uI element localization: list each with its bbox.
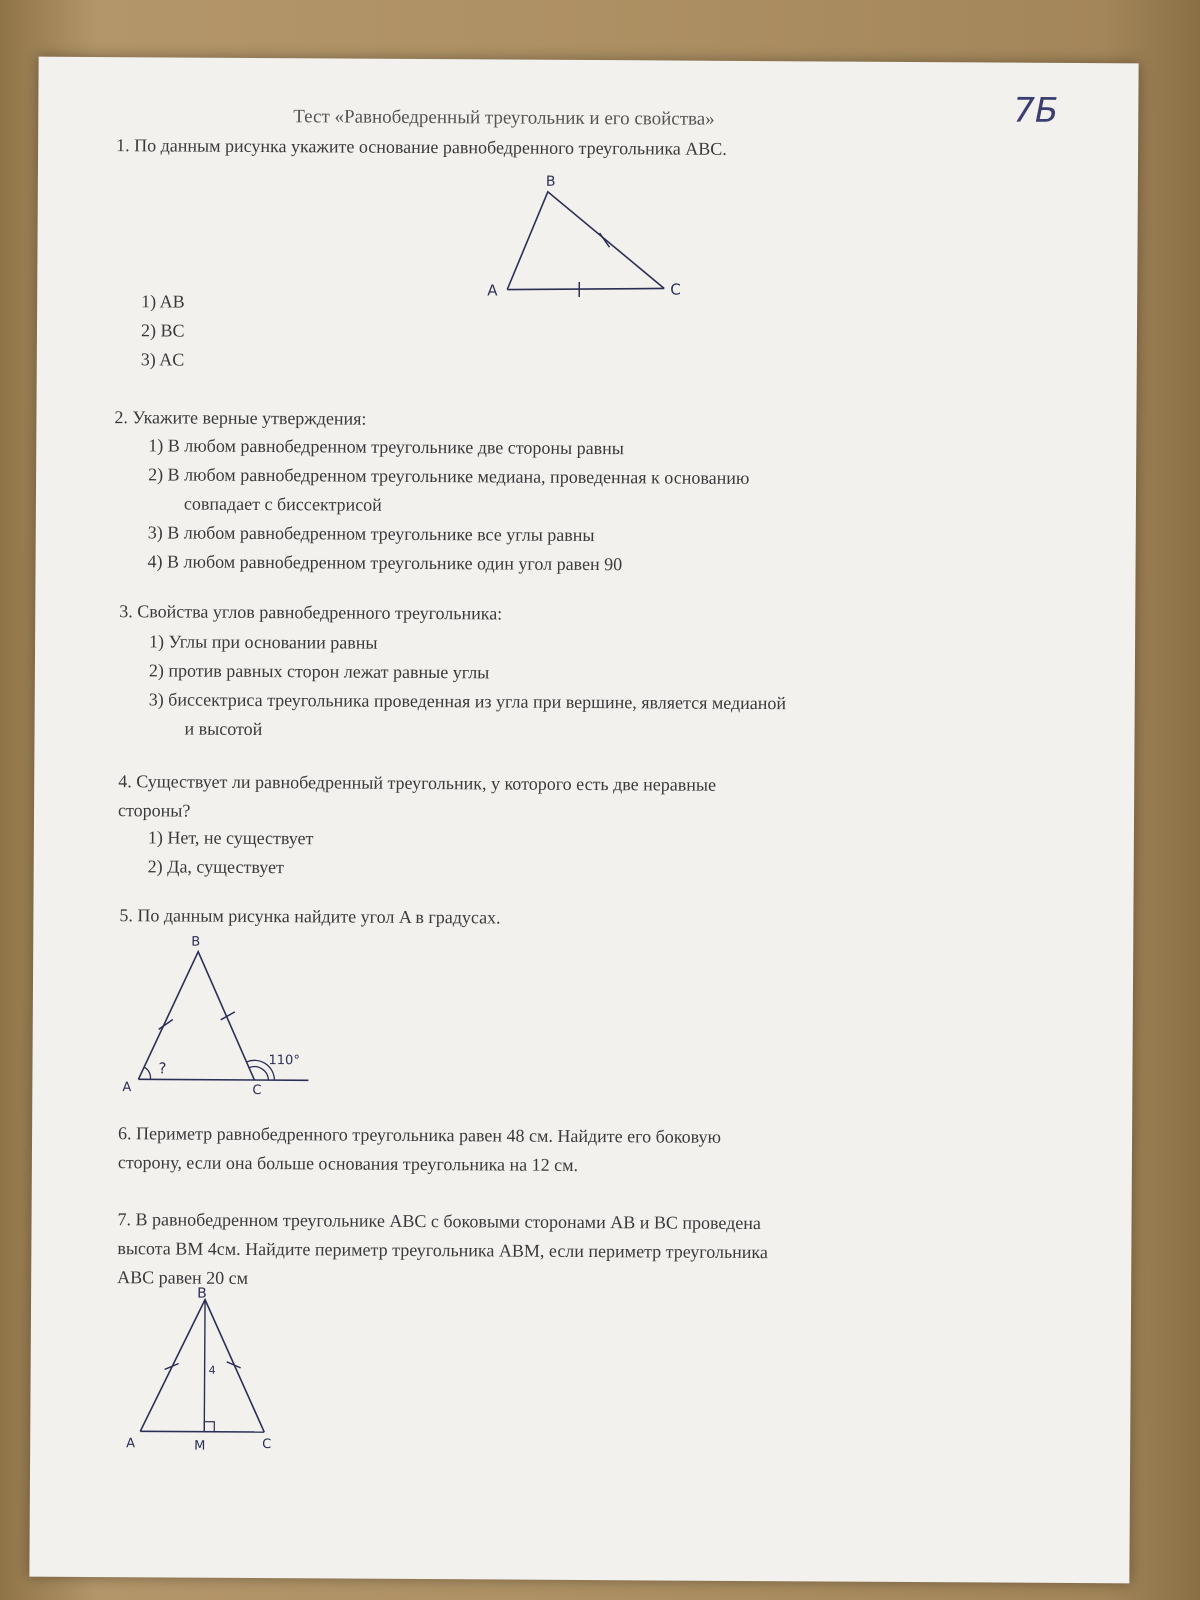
figure-triangle-5 xyxy=(122,933,353,1104)
vertex-b-label: B xyxy=(197,1285,207,1302)
option-1-1: 1) AB xyxy=(141,291,185,312)
angle-c-exterior: 110° xyxy=(268,1053,300,1069)
question-3-text: 3. Свойства углов равнобедренного треугольника: xyxy=(119,601,503,624)
option-1-3: 3) AC xyxy=(140,349,185,370)
angle-a-unknown: ? xyxy=(158,1059,167,1078)
question-6-line-2: сторону, если она больше основания треугольника на 12 см. xyxy=(117,1152,579,1175)
option-2-3: 3) В любом равнобедренном треугольнике все углы равны xyxy=(147,522,595,546)
vertex-b-label: B xyxy=(191,934,201,950)
test-sheet xyxy=(29,57,1138,1584)
figure-triangle-7 xyxy=(122,1285,303,1466)
question-6-text xyxy=(118,1119,721,1181)
vertex-c-label: C xyxy=(670,280,681,299)
question-6-line-1: 6. Периметр равнобедренного треугольника равен 48 см. Найдите его боковую xyxy=(118,1123,722,1147)
question-7-line-2: высота BM 4см. Найдите периметр треугольника ABM, если периметр треугольника xyxy=(117,1238,768,1263)
option-3-1: 1) Углы при основании равны xyxy=(149,631,378,653)
option-3-3: 3) биссектриса треугольника проведенная из угла при вершине, является медианой xyxy=(148,689,787,714)
question-2-text: 2. Укажите верные утверждения: xyxy=(114,407,367,429)
foot-m-label: M xyxy=(194,1438,206,1454)
question-4-line-1: 4. Существует ли равнобедренный треугольник, у которого есть две неравные xyxy=(118,771,717,795)
page-number: 7Б xyxy=(1013,90,1059,131)
question-1-text: 1. По данным рисунка укажите основание равнобедренного треугольника ABC. xyxy=(116,135,727,159)
option-4-1: 1) Нет, не существует xyxy=(147,827,314,849)
question-4-options xyxy=(148,823,314,882)
question-1-options xyxy=(141,287,185,374)
vertex-a-label: A xyxy=(487,281,498,300)
option-1-2: 2) BC xyxy=(140,320,185,341)
option-2-4: 4) В любом равнобедренном треугольнике один угол равен 90 xyxy=(147,551,623,575)
question-7-line-1: 7. В равнобедренном треугольнике ABC с боковыми сторонами AB и BC проведена xyxy=(117,1209,762,1234)
page-title: Тест «Равнобедренный треугольник и его свойства» xyxy=(293,106,715,130)
option-3-2: 2) против равных сторон лежат равные углы xyxy=(148,660,490,683)
vertex-b-label: B xyxy=(545,173,556,190)
height-label: 4 xyxy=(208,1363,216,1377)
question-3-options xyxy=(148,627,786,747)
question-4-line-2: стороны? xyxy=(117,800,191,821)
question-5-text: 5. По данным рисунка найдите угол A в градусах. xyxy=(119,905,501,928)
question-7-text xyxy=(117,1205,768,1296)
question-7-line-3: ABC равен 20 см xyxy=(117,1267,249,1288)
vertex-a-label: A xyxy=(122,1080,132,1096)
figure-triangle-1 xyxy=(477,169,698,320)
vertex-a-label: A xyxy=(126,1436,136,1452)
option-2-1: 1) В любом равнобедренном треугольнике две стороны равны xyxy=(148,435,624,459)
vertex-c-label: C xyxy=(252,1082,262,1099)
vertex-c-label: C xyxy=(262,1437,272,1453)
option-4-2: 2) Да, существует xyxy=(147,856,284,878)
question-2-options xyxy=(147,431,749,580)
option-2-2-cont: совпадает с биссектрисой xyxy=(183,493,382,515)
option-2-2: 2) В любом равнобедренном треугольнике медиана, проведенная к основанию xyxy=(148,464,750,489)
question-4-text xyxy=(118,767,716,829)
option-3-3-cont: и высотой xyxy=(184,718,263,740)
